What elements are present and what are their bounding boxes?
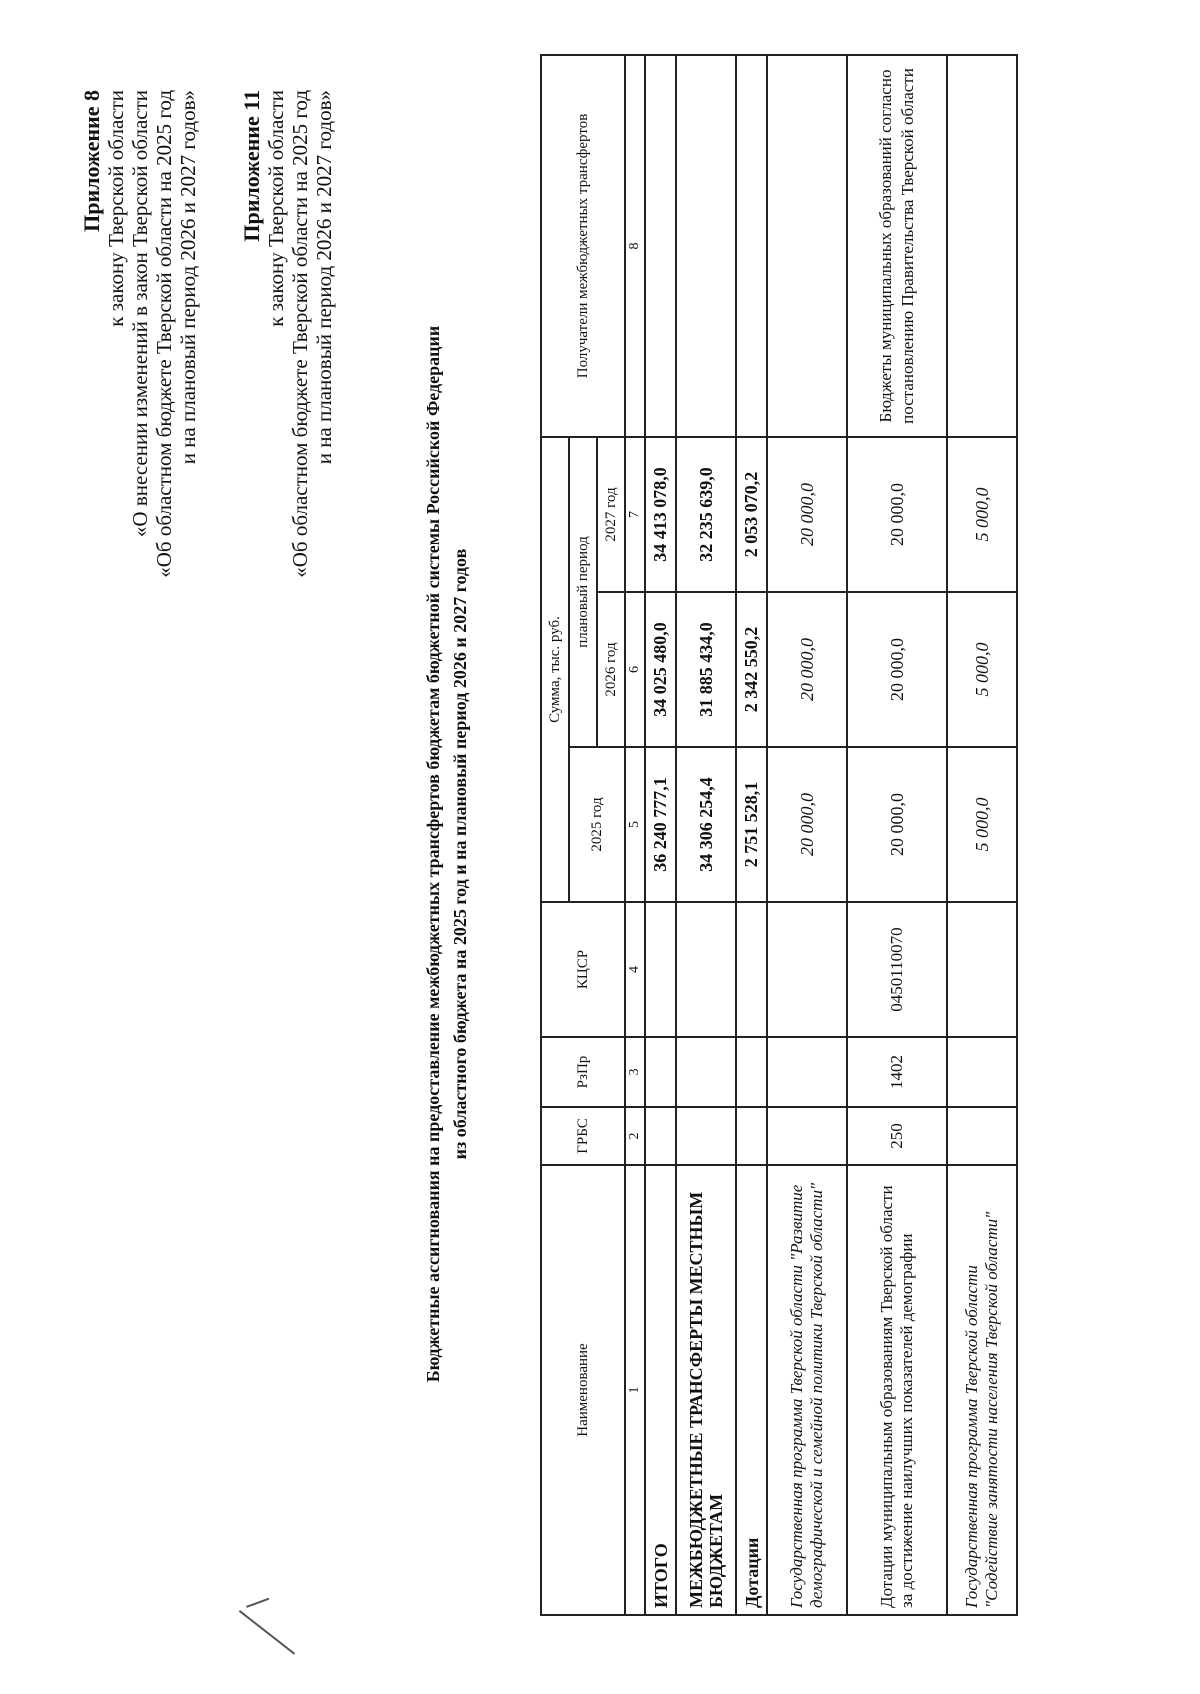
- row-name: Государственная программа Тверской области "Развитие демографической и семейной политики Тверской области": [767, 1165, 847, 1615]
- appendix-8-line: к закону Тверской области: [104, 90, 128, 327]
- appendix-11-line: к закону Тверской области: [264, 90, 288, 327]
- table-row: [847, 55, 947, 1615]
- row-kcsr: [645, 902, 676, 1037]
- row-rzpr: [645, 1037, 676, 1107]
- row-2025: 20 000,0: [767, 747, 847, 902]
- header-grbs: ГРБС: [541, 1107, 625, 1165]
- appendix-8-title: Приложение 8: [79, 90, 104, 232]
- header-name: Наименование: [541, 1165, 625, 1615]
- header-2025: 2025 год: [569, 747, 625, 902]
- row-recipients: [645, 55, 676, 437]
- row-rzpr: [676, 1037, 736, 1107]
- table-row: [645, 55, 676, 1615]
- row-rzpr: [736, 1037, 767, 1107]
- document-title-line: Бюджетные ассигнования на предоставление межбюджетных трансфертов бюджетам бюджетной системы Российской Федерации: [423, 325, 443, 1383]
- header-planned-period: плановый период: [569, 437, 597, 747]
- row-name: Дотации муниципальным образованиям Тверской области за достижение наилучших показателей демографии: [847, 1165, 947, 1615]
- header-kcsr: КЦСР: [541, 902, 625, 1037]
- col-number: 5: [625, 747, 645, 902]
- row-name: ИТОГО: [645, 1165, 676, 1615]
- row-2026: 34 025 480,0: [645, 592, 676, 747]
- row-2026: 20 000,0: [767, 592, 847, 747]
- col-number: 1: [625, 1165, 645, 1615]
- row-grbs: [736, 1107, 767, 1165]
- header-recipients: Получатели межбюджетных трансфертов: [541, 55, 625, 437]
- document-title-line: из областного бюджета на 2025 год и на плановый период 2026 и 2027 годов: [450, 548, 470, 1160]
- col-number: 4: [625, 902, 645, 1037]
- row-kcsr: [947, 902, 1017, 1037]
- row-2025: 2 751 528,1: [736, 747, 767, 902]
- row-kcsr: [767, 902, 847, 1037]
- appendix-11-block: [240, 90, 336, 578]
- row-kcsr: [676, 902, 736, 1037]
- row-recipients: [767, 55, 847, 437]
- row-2026: 20 000,0: [847, 592, 947, 747]
- row-rzpr: 1402: [847, 1037, 947, 1107]
- header-sum: Сумма, тыс. руб.: [541, 437, 569, 902]
- row-recipients: [676, 55, 736, 437]
- row-2026: 5 000,0: [947, 592, 1017, 747]
- header-rzpr: РзПр: [541, 1037, 625, 1107]
- row-name: МЕЖБЮДЖЕТНЫЕ ТРАНСФЕРТЫ МЕСТНЫМ БЮДЖЕТАМ: [676, 1165, 736, 1615]
- appendix-8-line: «Об областном бюджете Тверской области на 2025 год: [152, 90, 176, 578]
- row-2025: 5 000,0: [947, 747, 1017, 902]
- row-2026: 31 885 434,0: [676, 592, 736, 747]
- table-row: [947, 55, 1017, 1615]
- table-row: [736, 55, 767, 1615]
- row-2027: 5 000,0: [947, 437, 1017, 592]
- row-recipients: Бюджеты муниципальных образований согласно постановлению Правительства Тверской области: [847, 55, 947, 437]
- col-number: 7: [625, 437, 645, 592]
- row-kcsr: [736, 902, 767, 1037]
- appendix-11-line: «Об областном бюджете Тверской области на 2025 год: [288, 90, 312, 578]
- row-2025: 34 306 254,4: [676, 747, 736, 902]
- col-number: 8: [625, 55, 645, 437]
- appendix-11-line: и на плановый период 2026 и 2027 годов»: [312, 90, 336, 465]
- row-name: Государственная программа Тверской области "Содействие занятости населения Тверской области": [947, 1165, 1017, 1615]
- appendix-8-line: «О внесении изменений в закон Тверской области: [128, 90, 152, 538]
- row-grbs: [947, 1107, 1017, 1165]
- row-2027: 20 000,0: [847, 437, 947, 592]
- row-kcsr: 0450110070: [847, 902, 947, 1037]
- appendix-8-block: [80, 90, 200, 578]
- col-number: 3: [625, 1037, 645, 1107]
- table-row: [767, 55, 847, 1615]
- row-grbs: [676, 1107, 736, 1165]
- document-title: [420, 254, 474, 1454]
- row-2027: 32 235 639,0: [676, 437, 736, 592]
- header-2026: 2026 год: [597, 592, 625, 747]
- row-rzpr: [947, 1037, 1017, 1107]
- row-2027: 20 000,0: [767, 437, 847, 592]
- header-2027: 2027 год: [597, 437, 625, 592]
- row-2025: 20 000,0: [847, 747, 947, 902]
- row-2025: 36 240 777,1: [645, 747, 676, 902]
- appendix-8-line: и на плановый период 2026 и 2027 годов»: [176, 90, 200, 465]
- row-grbs: 250: [847, 1107, 947, 1165]
- col-number: 2: [625, 1107, 645, 1165]
- transfers-table: [540, 54, 1018, 1616]
- col-number: 6: [625, 592, 645, 747]
- row-2027: 34 413 078,0: [645, 437, 676, 592]
- table-row: [676, 55, 736, 1615]
- row-rzpr: [767, 1037, 847, 1107]
- row-2026: 2 342 550,2: [736, 592, 767, 747]
- row-recipients: [736, 55, 767, 437]
- row-recipients: [947, 55, 1017, 437]
- row-name: Дотации: [736, 1165, 767, 1615]
- row-grbs: [767, 1107, 847, 1165]
- appendix-11-title: Приложение 11: [239, 90, 264, 242]
- row-2027: 2 053 070,2: [736, 437, 767, 592]
- row-grbs: [645, 1107, 676, 1165]
